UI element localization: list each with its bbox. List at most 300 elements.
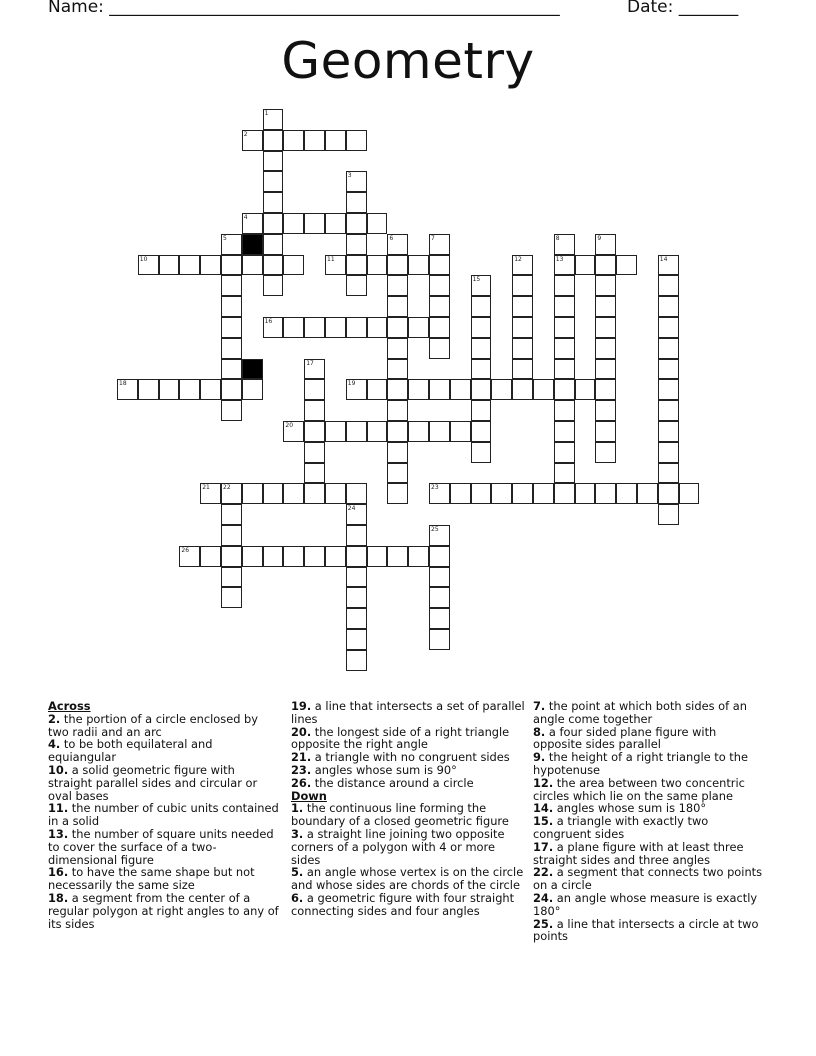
grid-cell[interactable]	[616, 483, 637, 504]
grid-cell[interactable]	[387, 400, 408, 421]
grid-cell[interactable]	[200, 546, 221, 567]
grid-cell[interactable]	[325, 483, 346, 504]
across-clue	[291, 726, 525, 752]
grid-cell[interactable]	[471, 400, 492, 421]
clue-number: 15	[472, 276, 481, 284]
grid-cell[interactable]	[554, 400, 575, 421]
grid-cell[interactable]	[263, 192, 284, 213]
grid-cell[interactable]	[367, 213, 388, 234]
grid-cell[interactable]	[429, 629, 450, 650]
across-clue	[48, 713, 282, 739]
down-heading: Down	[291, 788, 327, 803]
grid-cell[interactable]	[554, 359, 575, 380]
grid-cell[interactable]	[387, 234, 408, 255]
clue-label: 16.	[48, 865, 69, 880]
grid-cell[interactable]	[346, 192, 367, 213]
clue-text: a four sided plane figure with opposite sides parallel	[533, 724, 717, 752]
clues-column-1	[48, 700, 282, 930]
clue-text: the point at which both sides of an angle come together	[533, 699, 747, 726]
grid-cell[interactable]	[387, 275, 408, 296]
grid-cell[interactable]	[221, 255, 242, 276]
grid-cell[interactable]	[658, 421, 679, 442]
grid-cell[interactable]	[512, 275, 533, 296]
clue-text: to be both equilateral and equiangular	[48, 737, 213, 765]
across-clue	[48, 828, 282, 866]
grid-cell[interactable]	[491, 483, 512, 504]
grid-cell[interactable]	[242, 130, 263, 151]
grid-cell[interactable]	[200, 255, 221, 276]
clue-number: 4	[243, 214, 248, 221]
grid-cell[interactable]	[512, 317, 533, 338]
clue-text: a geometric figure with four straight connecting sides and four angles	[291, 890, 515, 918]
grid-cell[interactable]	[637, 483, 658, 504]
grid-cell[interactable]	[554, 379, 575, 400]
grid-cell[interactable]	[346, 213, 367, 234]
clue-number: 20	[285, 422, 294, 429]
grid-cell[interactable]	[512, 379, 533, 400]
grid-cell[interactable]	[283, 255, 304, 276]
grid-cell[interactable]	[221, 379, 242, 400]
down-clue	[291, 866, 525, 892]
grid-cell[interactable]	[304, 379, 325, 400]
grid-cell[interactable]	[221, 546, 242, 567]
down-clue	[533, 726, 767, 752]
grid-cell[interactable]	[263, 213, 284, 234]
grid-cell[interactable]	[616, 255, 637, 276]
clue-text: an angle whose vertex is on the circle and whose sides are chords of the circle	[291, 865, 524, 893]
grid-cell[interactable]	[242, 546, 263, 567]
clue-label: 20.	[291, 724, 312, 739]
clue-text: a solid geometric figure with straight parallel sides and circular or oval bases	[48, 762, 258, 803]
grid-cell[interactable]	[263, 109, 284, 130]
grid-cell[interactable]	[200, 379, 221, 400]
grid-cell[interactable]	[595, 255, 616, 276]
grid-cell[interactable]	[242, 483, 263, 504]
clue-text: a straight line joining two opposite corners of a polygon with 4 or more sides	[291, 826, 505, 867]
grid-cell[interactable]	[554, 234, 575, 255]
clue-number: 13	[555, 255, 564, 263]
clue-number: 6	[389, 234, 394, 242]
clue-text: a line that intersects a circle at two points	[533, 916, 759, 944]
grid-cell[interactable]	[346, 504, 367, 525]
grid-cell[interactable]	[554, 296, 575, 317]
grid-cell[interactable]	[387, 359, 408, 380]
grid-cell[interactable]	[658, 255, 679, 276]
grid-cell[interactable]	[658, 317, 679, 338]
clue-label: 18.	[48, 890, 69, 905]
grid-cell[interactable]	[658, 379, 679, 400]
grid-cell[interactable]	[471, 317, 492, 338]
grid-cell[interactable]	[387, 296, 408, 317]
grid-cell[interactable]	[554, 317, 575, 338]
grid-cell[interactable]	[658, 359, 679, 380]
across-clue	[48, 764, 282, 802]
clue-label: 13.	[48, 826, 69, 841]
grid-cell[interactable]	[408, 255, 429, 276]
clue-text: angles whose sum is 90°	[311, 762, 457, 777]
grid-cell[interactable]	[408, 379, 429, 400]
grid-cell[interactable]	[450, 379, 471, 400]
grid-cell[interactable]	[304, 400, 325, 421]
grid-cell[interactable]	[658, 504, 679, 525]
grid-cell[interactable]	[387, 442, 408, 463]
clue-number: 1	[264, 110, 269, 117]
grid-cell[interactable]	[221, 587, 242, 608]
clue-text: the number of cubic units contained in a solid	[48, 801, 279, 829]
grid-cell[interactable]	[304, 359, 325, 380]
grid-cell[interactable]	[471, 275, 492, 296]
grid-cell[interactable]	[346, 525, 367, 546]
grid-cell[interactable]	[429, 338, 450, 359]
grid-cell[interactable]	[346, 567, 367, 588]
clue-number: 12	[514, 255, 522, 263]
clue-label: 7.	[533, 699, 546, 713]
clue-number: 10	[139, 255, 148, 263]
grid-cell[interactable]	[533, 483, 554, 504]
grid-cell[interactable]	[263, 234, 284, 255]
clue-label: 23.	[291, 762, 312, 777]
grid-cell[interactable]	[283, 421, 304, 442]
grid-cell[interactable]	[554, 421, 575, 442]
grid-cell[interactable]	[408, 546, 429, 567]
grid-cell[interactable]	[512, 338, 533, 359]
grid-cell[interactable]	[595, 338, 616, 359]
grid-cell[interactable]	[554, 463, 575, 484]
grid-cell[interactable]	[658, 400, 679, 421]
clue-label: 26.	[291, 775, 312, 790]
down-clue	[533, 841, 767, 867]
black-cell	[242, 359, 263, 380]
grid-cell[interactable]	[283, 546, 304, 567]
grid-cell[interactable]	[408, 317, 429, 338]
clue-label: 24.	[533, 890, 554, 905]
grid-cell[interactable]	[325, 421, 346, 442]
grid-cell[interactable]	[138, 379, 159, 400]
grid-cell[interactable]	[242, 379, 263, 400]
grid-cell[interactable]	[429, 546, 450, 567]
grid-cell[interactable]	[512, 255, 533, 276]
name-field[interactable]: Name: _____________________________________________________	[48, 0, 560, 17]
grid-cell[interactable]	[387, 421, 408, 442]
grid-cell[interactable]	[283, 213, 304, 234]
grid-cell[interactable]	[346, 629, 367, 650]
grid-cell[interactable]	[387, 379, 408, 400]
across-clue	[48, 802, 282, 828]
clue-number: 22	[223, 484, 231, 492]
grid-cell[interactable]	[179, 255, 200, 276]
grid-cell[interactable]	[221, 296, 242, 317]
grid-cell[interactable]	[221, 234, 242, 255]
grid-cell[interactable]	[408, 421, 429, 442]
grid-cell[interactable]	[595, 442, 616, 463]
grid-cell[interactable]	[429, 255, 450, 276]
grid-cell[interactable]	[429, 234, 450, 255]
grid-cell[interactable]	[658, 338, 679, 359]
clue-text: a segment from the center of a regular polygon at right angles to any of its sides	[48, 890, 279, 931]
page-title: Geometry	[281, 32, 535, 90]
grid-cell[interactable]	[367, 379, 388, 400]
grid-cell[interactable]	[221, 275, 242, 296]
clue-label: 22.	[533, 865, 554, 880]
clue-text: the continuous line forming the boundary of a closed geometric figure	[291, 801, 509, 829]
clue-label: 14.	[533, 801, 554, 816]
clue-number: 5	[223, 234, 227, 242]
down-clue	[533, 751, 767, 777]
clue-number: 18	[119, 380, 127, 388]
clue-text: the number of square units needed to cover the surface of a two-dimensional figure	[48, 826, 274, 867]
grid-cell[interactable]	[575, 379, 596, 400]
grid-cell[interactable]	[595, 317, 616, 338]
clues-column-3	[533, 700, 767, 943]
clue-number: 17	[306, 359, 314, 367]
grid-cell[interactable]	[263, 255, 284, 276]
grid-cell[interactable]	[429, 483, 450, 504]
grid-cell[interactable]	[179, 546, 200, 567]
grid-cell[interactable]	[283, 317, 304, 338]
grid-cell[interactable]	[367, 421, 388, 442]
grid-cell[interactable]	[429, 421, 450, 442]
down-clue	[533, 815, 767, 841]
grid-cell[interactable]	[304, 546, 325, 567]
grid-cell[interactable]	[221, 504, 242, 525]
down-clue	[533, 777, 767, 803]
grid-cell[interactable]	[595, 275, 616, 296]
down-clue	[533, 918, 767, 944]
grid-cell[interactable]	[471, 483, 492, 504]
grid-cell[interactable]	[221, 567, 242, 588]
clue-label: 12.	[533, 775, 554, 790]
clue-number: 21	[202, 484, 210, 492]
grid-cell[interactable]	[179, 379, 200, 400]
clue-text: the area between two concentric circles which lie on the same plane	[533, 775, 745, 803]
clue-text: angles whose sum is 180°	[553, 801, 707, 816]
clue-text: the longest side of a right triangle opposite the right angle	[291, 724, 510, 752]
grid-cell[interactable]	[387, 317, 408, 338]
grid-cell[interactable]	[325, 546, 346, 567]
grid-cell[interactable]	[658, 275, 679, 296]
grid-cell[interactable]	[221, 400, 242, 421]
grid-cell[interactable]	[595, 379, 616, 400]
clue-text: a segment that connects two points on a circle	[533, 865, 763, 893]
grid-cell[interactable]	[471, 421, 492, 442]
grid-cell[interactable]	[346, 379, 367, 400]
grid-cell[interactable]	[263, 483, 284, 504]
grid-cell[interactable]	[221, 338, 242, 359]
grid-cell[interactable]	[346, 608, 367, 629]
grid-cell[interactable]	[304, 463, 325, 484]
grid-cell[interactable]	[304, 130, 325, 151]
grid-cell[interactable]	[512, 483, 533, 504]
grid-cell[interactable]	[263, 130, 284, 151]
grid-cell[interactable]	[283, 130, 304, 151]
grid-cell[interactable]	[679, 483, 700, 504]
grid-cell[interactable]	[159, 255, 180, 276]
grid-cell[interactable]	[387, 255, 408, 276]
grid-cell[interactable]	[450, 421, 471, 442]
grid-cell[interactable]	[263, 275, 284, 296]
grid-cell[interactable]	[221, 525, 242, 546]
grid-cell[interactable]	[658, 442, 679, 463]
grid-cell[interactable]	[658, 483, 679, 504]
grid-cell[interactable]	[450, 483, 471, 504]
grid-cell[interactable]	[429, 317, 450, 338]
clue-label: 8.	[533, 724, 546, 739]
grid-cell[interactable]	[346, 275, 367, 296]
clue-number: 3	[347, 172, 352, 180]
down-clue	[533, 892, 767, 918]
grid-cell[interactable]	[471, 338, 492, 359]
grid-cell[interactable]	[346, 255, 367, 276]
clue-number: 24	[347, 505, 356, 513]
grid-cell[interactable]	[346, 483, 367, 504]
grid-cell[interactable]	[595, 296, 616, 317]
grid-cell[interactable]	[138, 255, 159, 276]
clue-text: a triangle with exactly two congruent sides	[533, 814, 709, 841]
grid-cell[interactable]	[429, 567, 450, 588]
grid-cell[interactable]	[367, 317, 388, 338]
grid-cell[interactable]	[429, 608, 450, 629]
grid-cell[interactable]	[554, 442, 575, 463]
grid-cell[interactable]	[283, 483, 304, 504]
grid-cell[interactable]	[263, 317, 284, 338]
grid-cell[interactable]	[367, 255, 388, 276]
across-heading: Across	[48, 699, 91, 713]
grid-cell[interactable]	[200, 483, 221, 504]
grid-cell[interactable]	[346, 130, 367, 151]
clue-number: 2	[243, 130, 248, 138]
grid-cell[interactable]	[512, 296, 533, 317]
grid-cell[interactable]	[242, 255, 263, 276]
grid-cell[interactable]	[491, 379, 512, 400]
grid-cell[interactable]	[263, 171, 284, 192]
grid-cell[interactable]	[117, 379, 138, 400]
grid-cell[interactable]	[304, 317, 325, 338]
grid-cell[interactable]	[595, 234, 616, 255]
clues-column-2	[291, 700, 525, 918]
clue-label: 2.	[48, 711, 61, 726]
grid-cell[interactable]	[325, 130, 346, 151]
grid-cell[interactable]	[221, 317, 242, 338]
grid-cell[interactable]	[512, 359, 533, 380]
grid-cell[interactable]	[429, 275, 450, 296]
grid-cell[interactable]	[471, 442, 492, 463]
clue-number: 26	[181, 546, 190, 554]
down-clue	[291, 802, 525, 828]
clue-label: 21.	[291, 750, 312, 765]
grid-cell[interactable]	[471, 296, 492, 317]
grid-cell[interactable]	[159, 379, 180, 400]
grid-cell[interactable]	[325, 317, 346, 338]
grid-cell[interactable]	[658, 296, 679, 317]
down-clue	[291, 892, 525, 918]
grid-cell[interactable]	[263, 546, 284, 567]
down-clue	[533, 700, 767, 726]
grid-cell[interactable]	[595, 400, 616, 421]
clue-text: the height of a right triangle to the hypotenuse	[533, 750, 749, 777]
grid-cell[interactable]	[304, 442, 325, 463]
grid-cell[interactable]	[595, 421, 616, 442]
clue-label: 10.	[48, 762, 69, 777]
clue-text: the distance around a circle	[311, 775, 474, 790]
grid-cell[interactable]	[346, 317, 367, 338]
grid-cell[interactable]	[387, 546, 408, 567]
grid-cell[interactable]	[429, 296, 450, 317]
across-clue	[291, 700, 525, 726]
grid-cell[interactable]	[554, 275, 575, 296]
grid-cell[interactable]	[387, 463, 408, 484]
grid-cell[interactable]	[346, 421, 367, 442]
grid-cell[interactable]	[533, 379, 554, 400]
clue-label: 5.	[291, 865, 304, 880]
grid-cell[interactable]	[242, 213, 263, 234]
grid-cell[interactable]	[387, 338, 408, 359]
grid-cell[interactable]	[575, 483, 596, 504]
clue-text: a triangle with no congruent sides	[311, 750, 510, 765]
grid-cell[interactable]	[387, 483, 408, 504]
grid-cell[interactable]	[575, 255, 596, 276]
clue-label: 15.	[533, 814, 554, 829]
clue-number: 19	[347, 380, 356, 388]
clue-label: 4.	[48, 737, 61, 752]
grid-cell[interactable]	[471, 359, 492, 380]
across-clue	[291, 777, 525, 790]
grid-cell[interactable]	[554, 255, 575, 276]
date-field[interactable]: Date: _______	[627, 0, 739, 17]
grid-cell[interactable]	[346, 587, 367, 608]
grid-cell[interactable]	[595, 359, 616, 380]
grid-cell[interactable]	[367, 546, 388, 567]
grid-cell[interactable]	[595, 483, 616, 504]
grid-cell[interactable]	[325, 255, 346, 276]
grid-cell[interactable]	[346, 546, 367, 567]
grid-cell[interactable]	[304, 483, 325, 504]
clue-number: 16	[264, 318, 273, 325]
clue-number: 23	[431, 484, 439, 492]
clue-label: 25.	[533, 916, 554, 931]
grid-cell[interactable]	[554, 338, 575, 359]
grid-cell[interactable]	[304, 213, 325, 234]
across-clue	[48, 738, 282, 764]
clue-text: an angle whose measure is exactly 180°	[533, 890, 758, 918]
clue-label: 1.	[291, 801, 304, 816]
grid-cell[interactable]	[554, 483, 575, 504]
grid-cell[interactable]	[263, 151, 284, 172]
grid-cell[interactable]	[471, 379, 492, 400]
clue-number: 14	[659, 255, 668, 263]
clue-text: the portion of a circle enclosed by two radii and an arc	[48, 711, 259, 739]
grid-cell[interactable]	[658, 463, 679, 484]
black-cell	[242, 234, 263, 255]
grid-cell[interactable]	[304, 421, 325, 442]
grid-cell[interactable]	[429, 525, 450, 546]
grid-cell[interactable]	[429, 379, 450, 400]
clue-text: a plane figure with at least three straight sides and three angles	[533, 839, 744, 867]
across-clue	[48, 866, 282, 892]
grid-cell[interactable]	[346, 650, 367, 671]
down-clue	[291, 828, 525, 866]
clue-label: 9.	[533, 750, 546, 765]
grid-cell[interactable]	[221, 483, 242, 504]
clue-number: 25	[431, 526, 439, 533]
grid-cell[interactable]	[325, 213, 346, 234]
clue-text: a line that intersects a set of parallel lines	[291, 699, 525, 726]
grid-cell[interactable]	[346, 171, 367, 192]
clue-number: 11	[327, 255, 335, 263]
grid-cell[interactable]	[429, 587, 450, 608]
grid-cell[interactable]	[346, 234, 367, 255]
grid-cell[interactable]	[221, 359, 242, 380]
clue-label: 6.	[291, 890, 304, 905]
